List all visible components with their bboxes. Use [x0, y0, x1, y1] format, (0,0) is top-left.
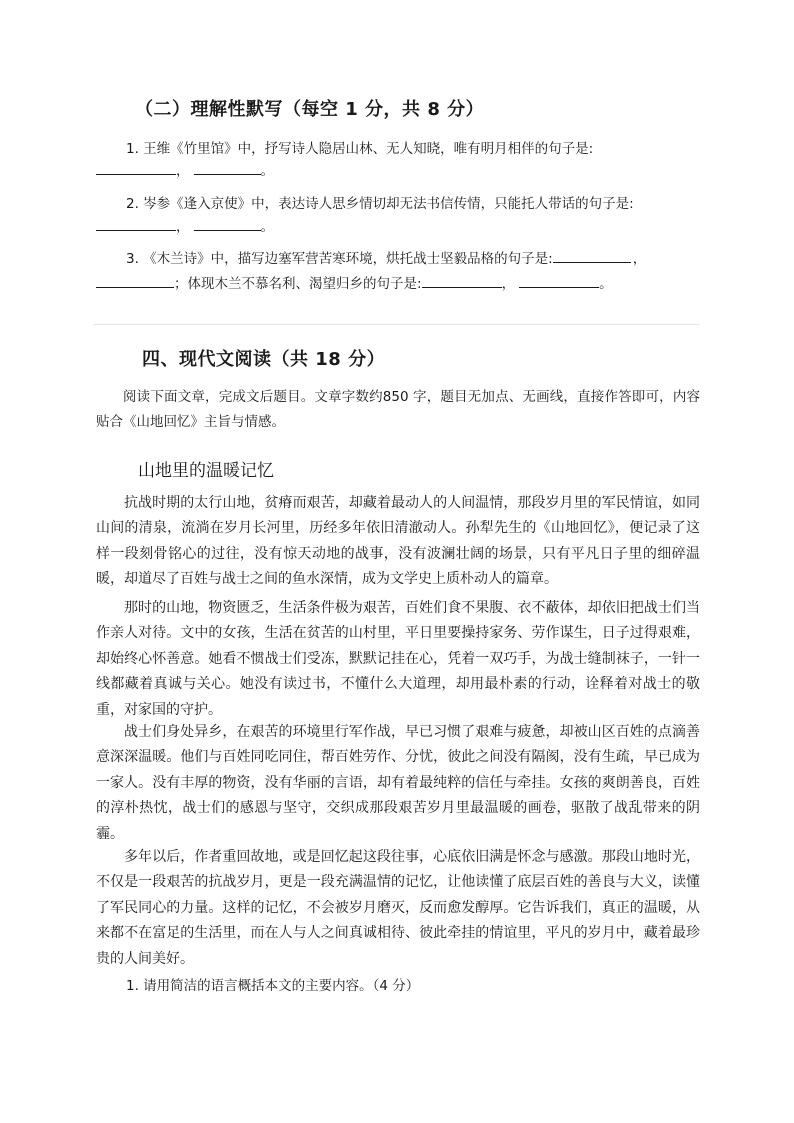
- article-paragraph-1: 抗战时期的太行山地，贫瘠而艰苦，却藏着最动人的人间温情，那段岁月里的军民情谊，如同山间的清泉，流淌在岁月长河里，历经多年依旧清澈动人。孙犁先生的《山地回忆》，便记录了这样一段刻骨铭心的过往，没有惊天动地的战事，没有波澜壮阔的场景，只有平凡日子里的细碎温暖，却道尽了百姓与战士之间的鱼水深情，成为文学史上质朴动人的篇章。: [96, 495, 700, 588]
- question-2-text: 2. 岑参《逢入京使》中，表达诗人思乡情切却无法书信传情，只能托人带话的句子是:: [126, 196, 634, 212]
- comma: ，: [632, 251, 647, 267]
- answer-blank[interactable]: [194, 160, 261, 175]
- answer-blank[interactable]: [422, 273, 502, 288]
- period: 。: [260, 163, 274, 179]
- article-paragraph-4: 多年以后，作者重回故地，或是回忆起这段往事，心底依旧满是怀念与感激。那段山地时光，不仅是一段艰苦的抗战岁月，更是一段充满温情的记忆，让他读懂了底层百姓的善良与大义，读懂了军民同心的力量。这样的记忆，不会被岁月磨灭，反而愈发醇厚。它告诉我们，真正的温暖，从来都不在富足的生活里，而在人与人之间真诚相待、彼此牵挂的情谊里，平凡的岁月中，藏着最珍贵的人间美好。: [96, 849, 700, 967]
- comma: ，: [501, 276, 516, 292]
- answer-blank[interactable]: [96, 273, 174, 288]
- article-title: 山地里的温暖记忆: [138, 461, 274, 481]
- question-1-answer-line: [96, 159, 274, 179]
- section-title-comprehension-dictation: （二）理解性默写（每空 1 分，共 8 分）: [135, 99, 485, 120]
- section-title-modern-reading: 四、现代文阅读（共 18 分）: [142, 349, 386, 370]
- comma: ，: [176, 163, 190, 179]
- article-paragraph-2: 那时的山地，物资匮乏，生活条件极为艰苦，百姓们食不果腹、衣不蔽体，却依旧把战士们当作亲人对待。文中的女孩，生活在贫苦的山村里，平日里要操持家务、劳作谋生，日子过得艰难，却始终心怀善意。她看不惯战士们受冻，默默记挂在心，凭着一双巧手，为战士缝制袜子，一针一线都藏着真诚与关心。她没有读过书，不懂什么大道理，却用最朴素的行动，诠释着对战士的敬重，对家国的守护。: [96, 600, 700, 718]
- period: 。: [260, 219, 274, 235]
- answer-blank[interactable]: [194, 216, 261, 231]
- comma: ，: [176, 219, 190, 235]
- answer-blank[interactable]: [553, 248, 631, 263]
- question-3-text: 3. 《木兰诗》中，描写边塞军营苦寒环境，烘托战士坚毅品格的句子是:: [126, 251, 553, 267]
- question-2-answer-line: [96, 215, 274, 235]
- question-1-text: 1. 王维《竹里馆》中，抒写诗人隐居山林、无人知晓，唯有明月相伴的句子是:: [126, 141, 594, 157]
- answer-blank[interactable]: [96, 216, 176, 231]
- question-3-line-1: [126, 247, 646, 267]
- period: 。: [599, 276, 613, 292]
- article-paragraph-3: 战士们身处异乡，在艰苦的环境里行军作战，早已习惯了艰难与疲惫，却被山区百姓的点滴善意深深温暖。他们与百姓同吃同住，帮百姓劳作、分忧，彼此之间没有隔阂，没有生疏，早已成为一家人。没有丰厚的物资，没有华丽的言语，却有着最纯粹的信任与牵挂。女孩的爽朗善良，百姓的淳朴热忱，战士们的感恩与坚守，交织成那段艰苦岁月里最温暖的画卷，驱散了战乱带来的阴霾。: [96, 724, 700, 842]
- question-3-mid-text: ；体现木兰不慕名利、渴望归乡的句子是:: [174, 276, 422, 292]
- question-3-line-2: [96, 272, 613, 292]
- reading-question-1: 1. 请用简洁的语言概括本文的主要内容。（4 分）: [126, 978, 420, 994]
- answer-blank[interactable]: [96, 160, 176, 175]
- answer-blank[interactable]: [519, 273, 599, 288]
- reading-instructions: 阅读下面文章，完成文后题目。文章字数约850 字，题目无加点、无画线，直接作答即可，内容贴合《山地回忆》主旨与情感。: [96, 389, 700, 431]
- section-divider: [93, 324, 700, 325]
